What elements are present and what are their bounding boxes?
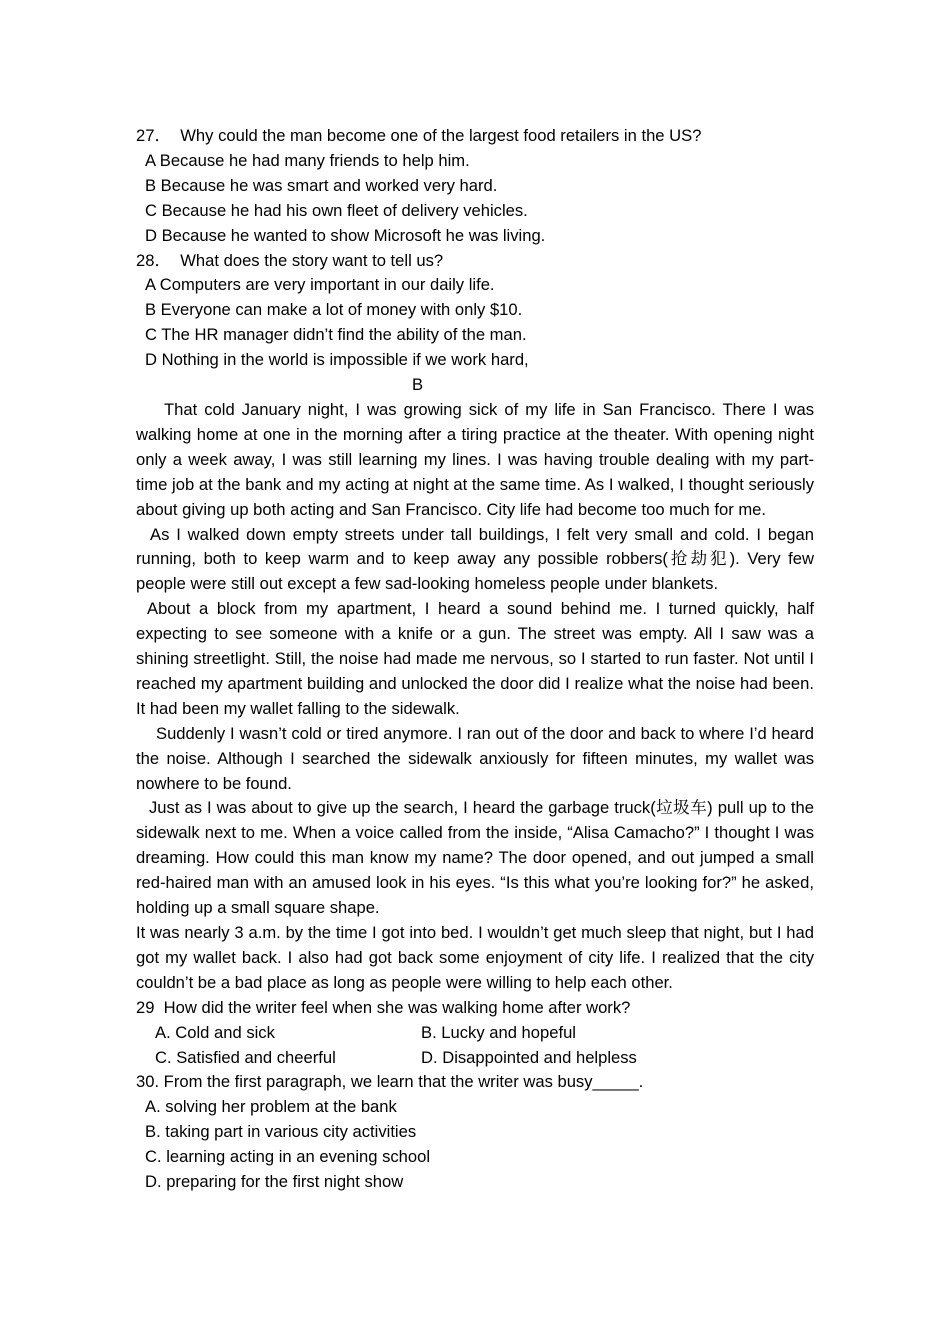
option-28b: B Everyone can make a lot of money with only $10. [145,300,523,320]
option-27c: C Because he had his own fleet of delivery vehicles. [145,200,528,220]
option-30d: D. preparing for the first night show [145,1172,404,1192]
question-29: 29 How did the writer feel when she was walking home after work? [136,997,631,1017]
option-27b: B Because he was smart and worked very hard. [145,175,498,195]
option-28c: C The HR manager didn’t find the ability of the man. [145,325,527,345]
option-27d: D Because he wanted to show Microsoft he was living. [145,225,546,245]
option-29d: D. Disappointed and helpless [421,1047,637,1067]
option-28a: A Computers are very important in our daily life. [145,275,495,295]
option-27a: A Because he had many friends to help him. [145,150,470,170]
passage-paragraph: That cold January night, I was growing sick of my life in San Francisco. There I was walking home at one in the morning after a tiring practice at the theater. With opening night only a week away, I was still learning my lines. I was having trouble dealing with my part-time job at the bank and my acting at night at the same time. As I walked, I thought seriously about giving up both acting and San Francisco. City life had become too much for me. [136,399,814,519]
options-row [136,1021,814,1046]
question-28: 28． What does the story want to tell us? [136,250,444,270]
document-page [136,124,814,1195]
option-29a: A. Cold and sick [155,1022,275,1042]
passage-paragraph: About a block from my apartment, I heard a sound behind me. I turned quickly, half expecting to see someone with a knife or a gun. The street was empty. All I saw was a shining streetlight. Still, the noise had made me nervous, so I started to run faster. Not until I reached my apartment building and unlocked the door did I realize what the noise had been. It had been my wallet falling to the sidewalk. [136,599,814,718]
question-30: 30. From the first paragraph, we learn that the writer was busy_____. [136,1072,644,1092]
option-29c: C. Satisfied and cheerful [155,1047,336,1067]
passage-paragraph: As I walked down empty streets under tall buildings, I felt very small and cold. I began running, both to keep warm and to keep away any possible robbers(抢劫犯). Very few people were still out except a few sad-looking homeless people under blankets. [136,524,814,594]
passage-paragraph: It was nearly 3 a.m. by the time I got into bed. I wouldn’t get much sleep that night, but I had got my wallet back. I also had got back some enjoyment of city life. I realized that the city couldn’t be a bad place as long as people were willing to help each other. [136,923,814,992]
option-30a: A. solving her problem at the bank [145,1097,397,1117]
passage-paragraph: Just as I was about to give up the search, I heard the garbage truck(垃圾车) pull up to the sidewalk next to me. When a voice called from the inside, “Alisa Camacho?” I thought I was dreaming. How could this man know my name? The door opened, and out jumped a small red-haired man with an amused look in his eyes. “Is this what you’re looking for?” he asked, holding up a small square shape. [136,798,814,918]
option-30c: C. learning acting in an evening school [145,1147,431,1167]
option-28d: D Nothing in the world is impossible if we work hard, [145,350,529,370]
option-29b: B. Lucky and hopeful [421,1022,576,1042]
section-b-label: B [412,375,424,395]
passage-paragraph: Suddenly I wasn’t cold or tired anymore. I ran out of the door and back to where I’d heard the noise. Although I searched the sidewalk anxiously for fifteen minutes, my wallet was nowhere to be found. [136,723,814,793]
question-27: 27． Why could the man become one of the largest food retailers in the US? [136,126,702,145]
options-row [136,1046,814,1071]
option-30b: B. taking part in various city activities [145,1122,417,1142]
